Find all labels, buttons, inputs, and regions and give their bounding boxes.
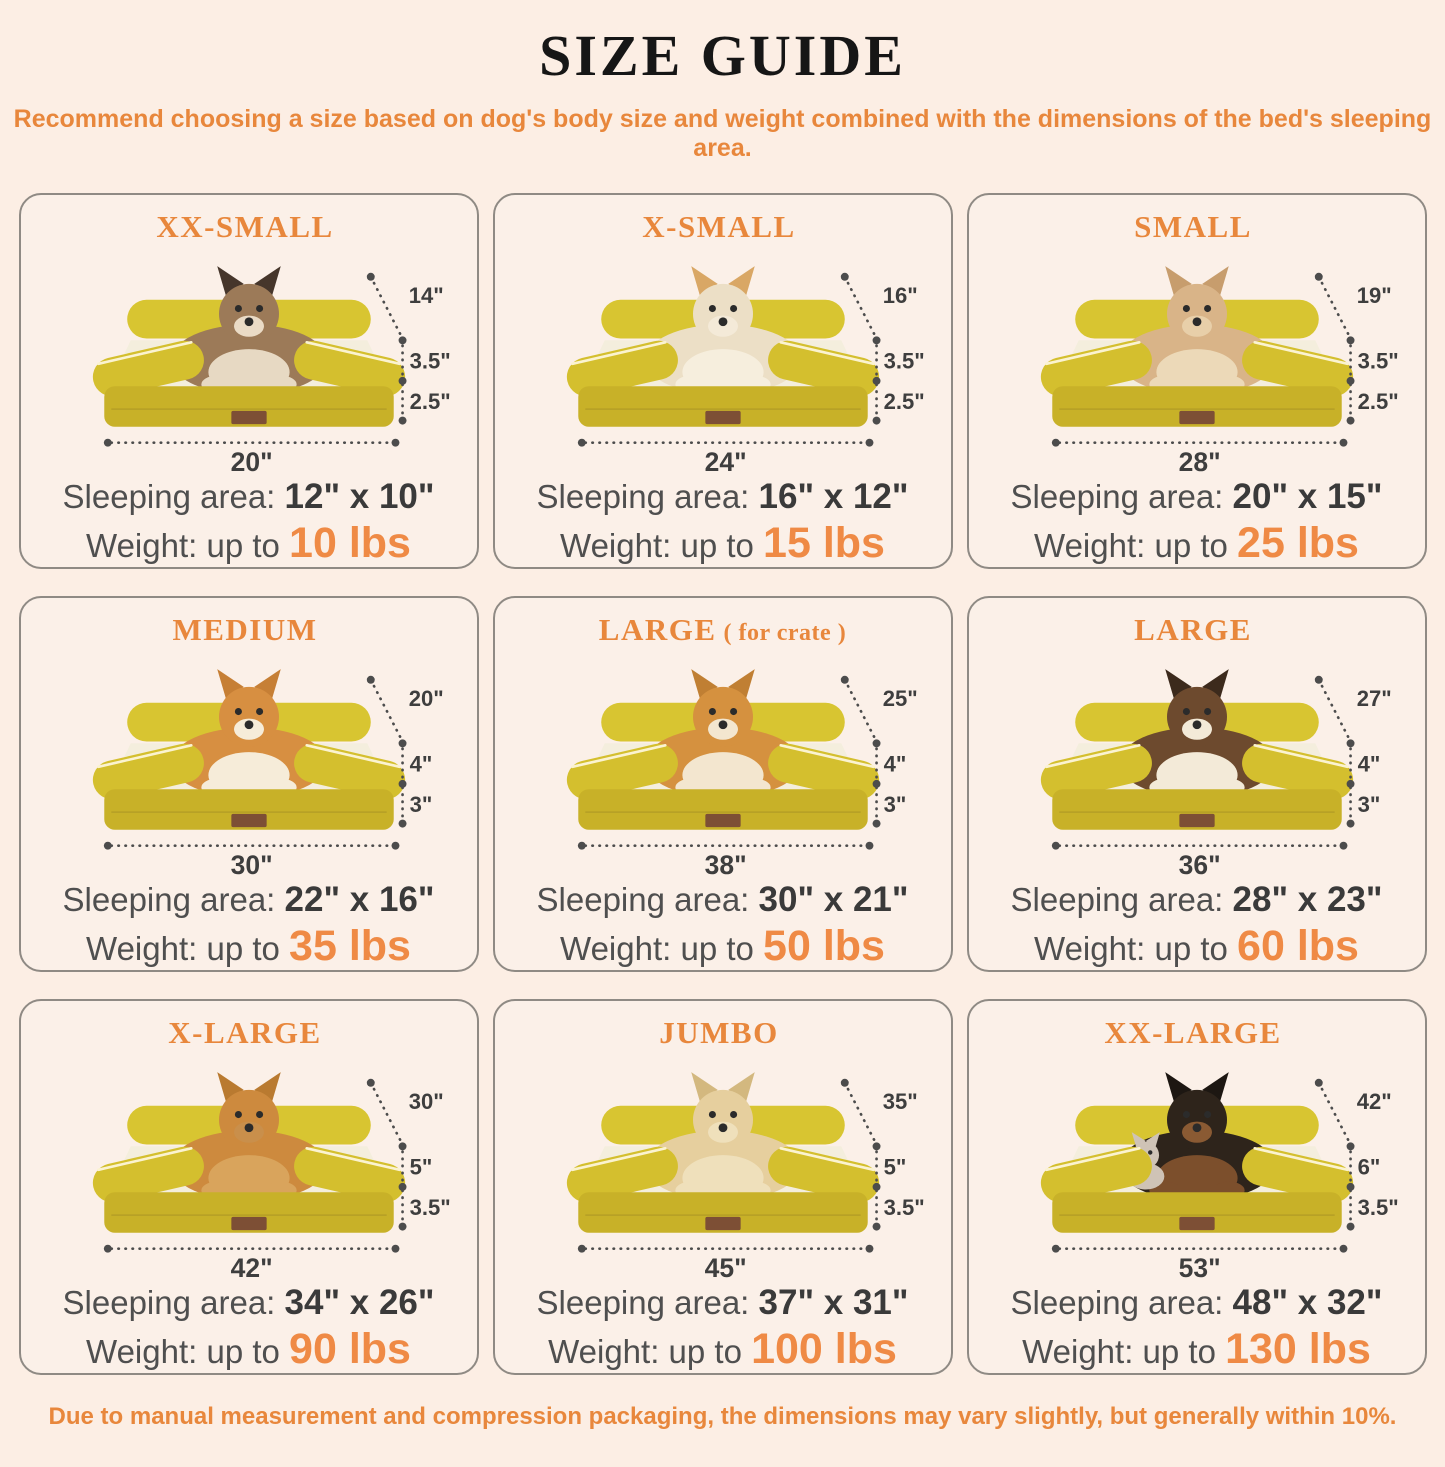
sleeping-area-label: Sleeping area: <box>1010 478 1224 516</box>
weight-text <box>1034 923 1359 970</box>
sleeping-area-label: Sleeping area: <box>62 478 276 516</box>
weight-value: 50 lbs <box>763 921 885 970</box>
bed-size-illustration <box>31 648 467 879</box>
weight-value: 130 lbs <box>1225 1324 1371 1373</box>
sleeping-area-text <box>63 478 435 517</box>
size-card-title <box>1134 209 1259 245</box>
weight-text <box>86 520 411 567</box>
dimension-label-base-height: 3" <box>1357 792 1380 818</box>
sleeping-area-text <box>537 1284 909 1323</box>
sleeping-area-value: 16" x 12" <box>758 477 909 517</box>
dimension-label-bolster-height: 3.5" <box>409 348 451 374</box>
dimension-label-depth: 16" <box>882 283 918 309</box>
dimension-label-depth: 30" <box>408 1089 444 1115</box>
size-name: X-LARGE <box>168 1015 322 1050</box>
bed-brand-tag <box>705 1217 740 1230</box>
size-name: LARGE <box>598 612 717 647</box>
size-name-suffix: ( for crate ) <box>723 620 847 646</box>
weight-label: Weight: up to <box>86 526 280 564</box>
size-card <box>19 193 479 569</box>
dimension-label-base-height: 3.5" <box>409 1195 451 1221</box>
weight-label: Weight: up to <box>86 1332 280 1370</box>
sleeping-area-value: 12" x 10" <box>284 477 435 517</box>
bed-size-illustration <box>979 245 1415 476</box>
weight-value: 10 lbs <box>289 518 411 567</box>
weight-label: Weight: up to <box>548 1332 742 1370</box>
sleeping-area-text <box>63 1284 435 1323</box>
sleeping-area-value: 28" x 23" <box>1232 880 1383 920</box>
weight-value: 15 lbs <box>763 518 885 567</box>
sleeping-area-text <box>1011 881 1383 920</box>
size-name: LARGE <box>1134 612 1252 647</box>
dimension-label-depth: 20" <box>408 686 444 712</box>
weight-label: Weight: up to <box>560 929 754 967</box>
dimension-label-depth: 25" <box>882 686 918 712</box>
weight-label: Weight: up to <box>560 526 754 564</box>
size-card-title <box>172 612 324 648</box>
weight-text <box>86 923 411 970</box>
bed-brand-tag <box>705 814 740 827</box>
dimension-label-depth: 42" <box>1356 1089 1392 1115</box>
sleeping-area-text <box>537 478 909 517</box>
weight-value: 90 lbs <box>289 1324 411 1373</box>
dimension-label-depth: 14" <box>408 283 444 309</box>
sleeping-area-value: 30" x 21" <box>758 880 909 920</box>
size-card <box>967 193 1427 569</box>
size-name: XX-SMALL <box>156 209 334 244</box>
size-card <box>493 193 953 569</box>
dimension-label-depth: 19" <box>1356 283 1392 309</box>
dimension-label-width: 38" <box>704 849 747 880</box>
size-name: SMALL <box>1134 209 1252 244</box>
dimension-label-width: 20" <box>230 446 273 477</box>
size-card <box>19 596 479 972</box>
bed-brand-tag <box>1179 814 1214 827</box>
dimension-label-bolster-height: 5" <box>409 1154 432 1180</box>
dimension-label-bolster-height: 4" <box>883 751 906 777</box>
size-card-title <box>659 1015 785 1051</box>
size-card <box>967 999 1427 1375</box>
dimension-label-width: 30" <box>230 849 273 880</box>
weight-text <box>560 923 885 970</box>
dimension-label-base-height: 3.5" <box>883 1195 925 1221</box>
dimension-label-depth: 35" <box>882 1089 918 1115</box>
bed-brand-tag <box>231 411 266 424</box>
bed-brand-tag <box>1179 1217 1214 1230</box>
weight-text <box>86 1326 411 1373</box>
size-name: X-SMALL <box>642 209 796 244</box>
sleeping-area-label: Sleeping area: <box>1010 1284 1224 1322</box>
weight-text <box>560 520 885 567</box>
sleeping-area-text <box>537 881 909 920</box>
size-card-title <box>642 209 802 245</box>
sleeping-area-label: Sleeping area: <box>62 1284 276 1322</box>
size-name: JUMBO <box>659 1015 779 1050</box>
page-subtitle: Recommend choosing a size based on dog's body size and weight combined with the dimensions of the bed's sleeping area. <box>13 105 1432 162</box>
bed-brand-tag <box>231 814 266 827</box>
bed-size-illustration <box>979 1051 1415 1282</box>
bed-brand-tag <box>1179 411 1214 424</box>
size-guide-grid <box>0 163 1445 1375</box>
sleeping-area-value: 48" x 32" <box>1232 1283 1383 1323</box>
weight-label: Weight: up to <box>1034 929 1228 967</box>
sleeping-area-text <box>63 881 435 920</box>
dimension-label-base-height: 3" <box>883 792 906 818</box>
sleeping-area-text <box>1011 478 1383 517</box>
sleeping-area-label: Sleeping area: <box>62 881 276 919</box>
sleeping-area-value: 37" x 31" <box>758 1283 909 1323</box>
dimension-label-bolster-height: 4" <box>409 751 432 777</box>
dimension-label-width: 36" <box>1178 849 1221 880</box>
dimension-label-width: 42" <box>230 1252 273 1283</box>
size-card <box>493 596 953 972</box>
bed-size-illustration <box>505 648 941 879</box>
dimension-label-base-height: 2.5" <box>409 389 451 415</box>
dimension-label-base-height: 3.5" <box>1357 1195 1399 1221</box>
size-card <box>493 999 953 1375</box>
size-card-title <box>1104 1015 1288 1051</box>
dimension-label-bolster-height: 4" <box>1357 751 1380 777</box>
sleeping-area-label: Sleeping area: <box>536 478 750 516</box>
size-card <box>19 999 479 1375</box>
weight-text <box>1034 520 1359 567</box>
weight-text <box>1022 1326 1371 1373</box>
sleeping-area-label: Sleeping area: <box>536 1284 750 1322</box>
size-card-title <box>1134 612 1259 648</box>
size-card-title <box>168 1015 328 1051</box>
sleeping-area-label: Sleeping area: <box>536 881 750 919</box>
weight-label: Weight: up to <box>86 929 280 967</box>
dimension-label-width: 28" <box>1178 446 1221 477</box>
dimension-label-bolster-height: 3.5" <box>1357 348 1399 374</box>
sleeping-area-value: 34" x 26" <box>284 1283 435 1323</box>
dimension-label-base-height: 2.5" <box>1357 389 1399 415</box>
dimension-label-bolster-height: 5" <box>883 1154 906 1180</box>
size-name: MEDIUM <box>172 612 318 647</box>
dimension-label-width: 53" <box>1178 1252 1221 1283</box>
page-title: SIZE GUIDE <box>539 23 906 88</box>
weight-value: 100 lbs <box>751 1324 897 1373</box>
sleeping-area-value: 20" x 15" <box>1232 477 1383 517</box>
weight-label: Weight: up to <box>1034 526 1228 564</box>
size-card <box>967 596 1427 972</box>
dimension-label-width: 24" <box>704 446 747 477</box>
bed-size-illustration <box>31 1051 467 1282</box>
size-card-title <box>599 612 846 648</box>
bed-size-illustration <box>979 648 1415 879</box>
weight-value: 35 lbs <box>289 921 411 970</box>
bed-size-illustration <box>505 245 941 476</box>
dimension-label-bolster-height: 3.5" <box>883 348 925 374</box>
weight-text <box>548 1326 897 1373</box>
weight-label: Weight: up to <box>1022 1332 1216 1370</box>
sleeping-area-label: Sleeping area: <box>1010 881 1224 919</box>
dimension-label-depth: 27" <box>1356 686 1392 712</box>
size-card-title <box>156 209 340 245</box>
bed-size-illustration <box>505 1051 941 1282</box>
sleeping-area-value: 22" x 16" <box>284 880 435 920</box>
bed-brand-tag <box>705 411 740 424</box>
weight-value: 25 lbs <box>1237 518 1359 567</box>
weight-value: 60 lbs <box>1237 921 1359 970</box>
sleeping-area-text <box>1011 1284 1383 1323</box>
footnote: Due to manual measurement and compression packaging, the dimensions may vary slightly, but generally within 10%. <box>48 1403 1397 1430</box>
dimension-label-bolster-height: 6" <box>1357 1154 1380 1180</box>
bed-brand-tag <box>231 1217 266 1230</box>
size-name: XX-LARGE <box>1104 1015 1282 1050</box>
dimension-label-base-height: 3" <box>409 792 432 818</box>
dimension-label-width: 45" <box>704 1252 747 1283</box>
dimension-label-base-height: 2.5" <box>883 389 925 415</box>
header <box>0 22 1445 163</box>
bed-size-illustration <box>31 245 467 476</box>
